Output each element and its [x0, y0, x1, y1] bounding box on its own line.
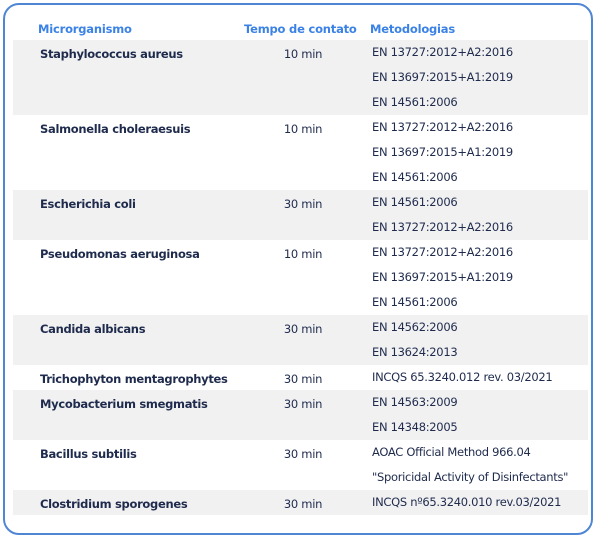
- organism-name: Candida albicans: [40, 322, 146, 336]
- method-item: EN 14562:2006: [372, 320, 458, 334]
- method-item: EN 13624:2013: [372, 345, 458, 359]
- organism-name: Salmonella choleraesuis: [40, 122, 191, 136]
- contact-time: 30 min: [283, 447, 323, 461]
- contact-time: 10 min: [283, 122, 323, 136]
- contact-time: 30 min: [283, 322, 323, 336]
- method-item: EN 13727:2012+A2:2016: [372, 220, 513, 234]
- method-item: EN 13697:2015+A1:2019: [372, 70, 513, 84]
- methods-list: [372, 365, 552, 390]
- organism-name: Escherichia coli: [40, 197, 136, 211]
- methods-list: [372, 40, 513, 115]
- table-row: [13, 390, 588, 440]
- method-item: AOAC Official Method 966.04: [372, 445, 531, 459]
- method-item: EN 13727:2012+A2:2016: [372, 120, 513, 134]
- table-row: [13, 315, 588, 365]
- method-item: EN 14563:2009: [372, 395, 458, 409]
- methods-list: [372, 315, 457, 365]
- organism-name: Trichophyton mentagrophytes: [40, 372, 228, 386]
- methods-list: [372, 240, 513, 315]
- contact-time: 30 min: [283, 197, 323, 211]
- method-item: "Sporicidal Activity of Disinfectants": [372, 470, 569, 484]
- organism-name: Pseudomonas aeruginosa: [40, 247, 200, 261]
- methods-list: [372, 115, 513, 190]
- table-row: [13, 190, 588, 240]
- contact-time: 10 min: [283, 47, 323, 61]
- table-row: [13, 365, 588, 390]
- method-item: EN 13727:2012+A2:2016: [372, 245, 513, 259]
- organism-name: Mycobacterium smegmatis: [40, 397, 208, 411]
- table-row: [13, 40, 588, 115]
- methods-list: [372, 440, 568, 490]
- method-item: EN 13697:2015+A1:2019: [372, 270, 513, 284]
- table-row: [13, 440, 588, 490]
- table-header: [5, 22, 591, 42]
- header-methods: Metodologias: [370, 22, 455, 36]
- contact-time: 30 min: [283, 397, 323, 411]
- header-organism: Microrganismo: [38, 22, 132, 36]
- method-item: EN 14348:2005: [372, 420, 458, 434]
- table-row: [13, 240, 588, 315]
- contact-time: 30 min: [283, 372, 323, 386]
- methods-list: [372, 190, 513, 240]
- table-body: [13, 40, 588, 515]
- methods-table-card: [3, 3, 593, 535]
- organism-name: Clostridium sporogenes: [40, 497, 188, 511]
- method-item: INCQS 65.3240.012 rev. 03/2021: [372, 370, 553, 384]
- methods-list: [372, 390, 457, 440]
- methods-list: [372, 490, 561, 515]
- table-row: [13, 115, 588, 190]
- method-item: EN 14561:2006: [372, 195, 458, 209]
- method-item: EN 14561:2006: [372, 295, 458, 309]
- method-item: EN 14561:2006: [372, 170, 458, 184]
- table-row: [13, 490, 588, 515]
- method-item: INCQS nº65.3240.010 rev.03/2021: [372, 495, 562, 509]
- organism-name: Staphylococcus aureus: [40, 47, 183, 61]
- header-contact-time: Tempo de contato: [244, 22, 357, 36]
- method-item: EN 13697:2015+A1:2019: [372, 145, 513, 159]
- method-item: EN 13727:2012+A2:2016: [372, 45, 513, 59]
- method-item: EN 14561:2006: [372, 95, 458, 109]
- contact-time: 30 min: [283, 497, 323, 511]
- organism-name: Bacillus subtilis: [40, 447, 137, 461]
- contact-time: 10 min: [283, 247, 323, 261]
